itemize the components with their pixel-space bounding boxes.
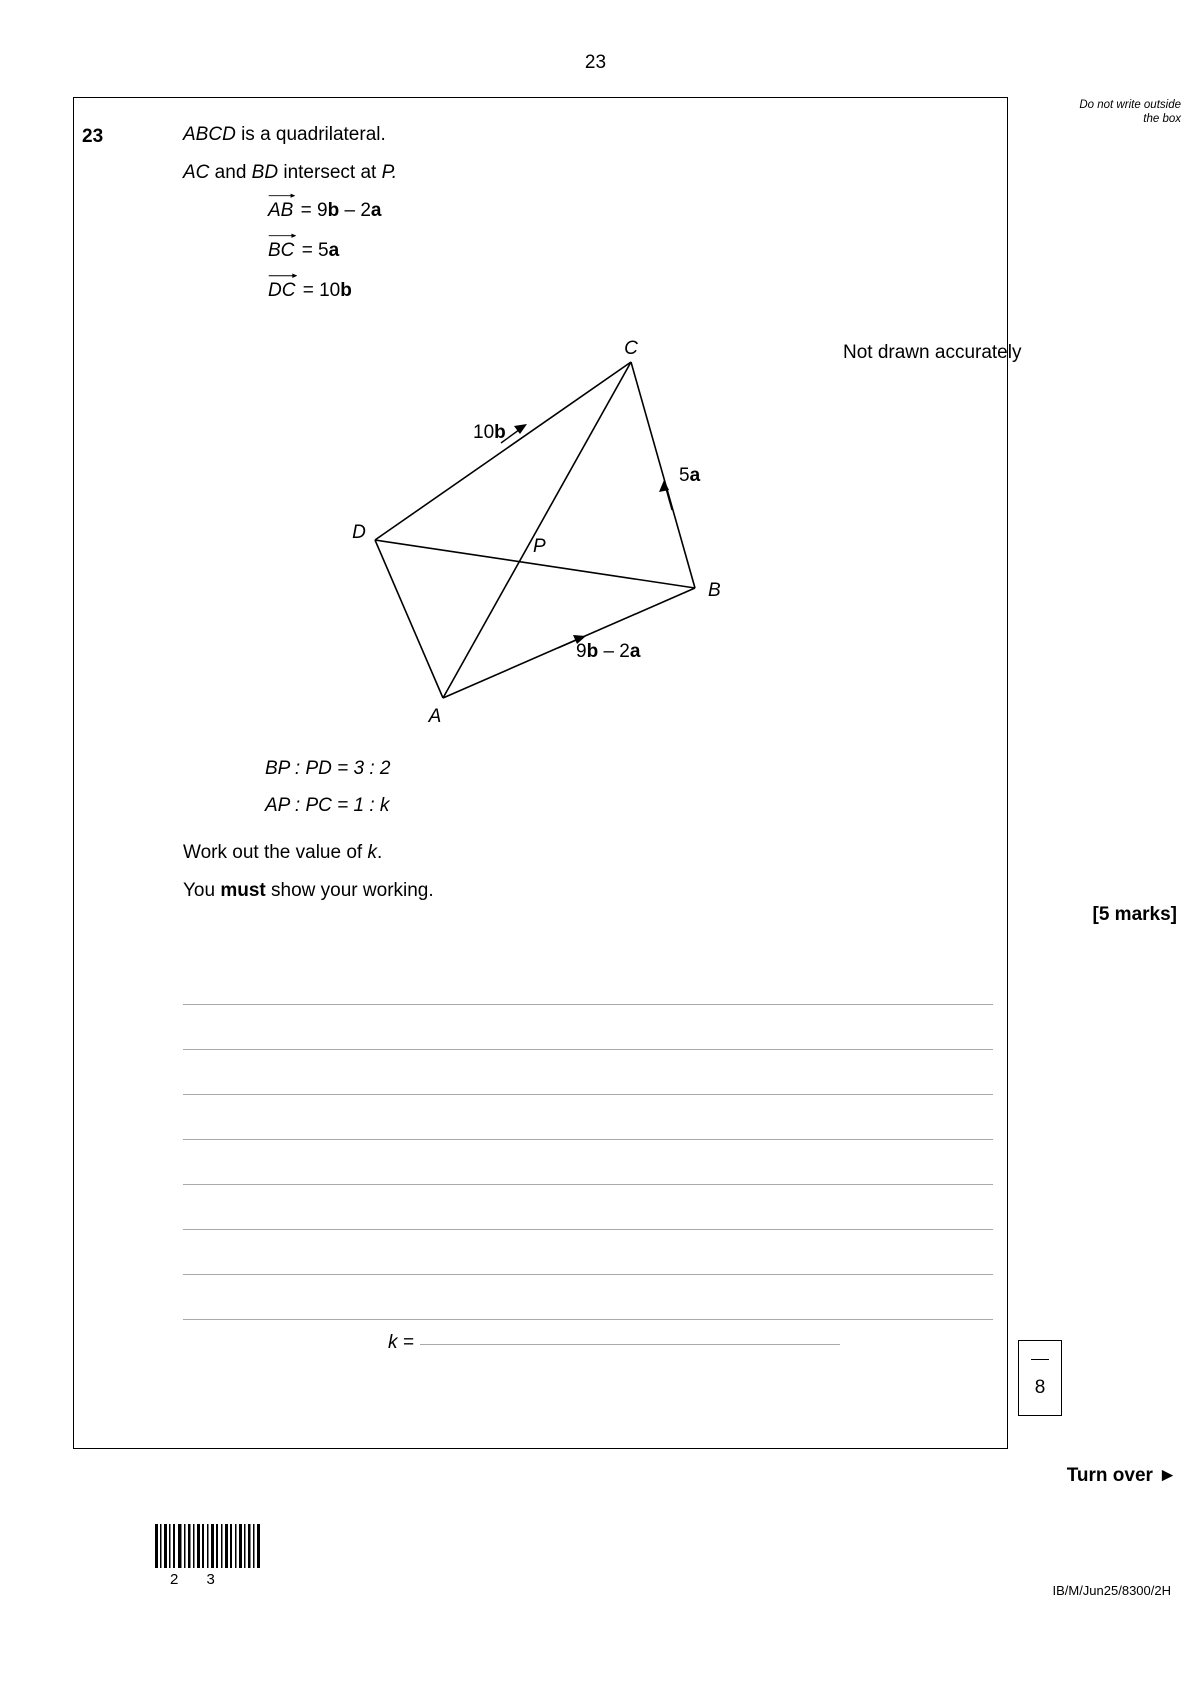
answer-line[interactable] (183, 1095, 993, 1140)
instruction-you: You (183, 880, 221, 901)
diagram-edge-label-ab: 9b – 2a (576, 641, 641, 662)
vector-eq-ab: = 9 (300, 200, 328, 221)
marks-divider (1031, 1359, 1049, 1360)
stem-abcd: ABCD (183, 124, 236, 145)
barcode-number: 2 3 (170, 1571, 227, 1588)
instruction-period: . (376, 842, 383, 863)
vector-eq-bc: = 5 (301, 240, 329, 261)
not-drawn-accurately-note: Not drawn accurately (843, 342, 1022, 363)
page-number: 23 (584, 52, 607, 73)
vector-name-ab: AB (268, 200, 294, 221)
do-not-write-notice: Do not write outside the box (1079, 99, 1181, 126)
vector-eq-dc: = 10 (302, 280, 341, 301)
answer-lines-area[interactable] (183, 960, 993, 1320)
vector-bc-a: a (328, 240, 340, 261)
overarrow-icon (268, 231, 296, 239)
diagram-label-p: P (533, 536, 546, 557)
ratio-bp-pd: BP : PD = 3 : 2 (265, 758, 391, 779)
marks-allocation: [5 marks] (1092, 904, 1177, 925)
diagram-label-a: A (428, 706, 442, 727)
stem-quadrilateral-text: is a quadrilateral. (235, 124, 386, 145)
vector-line-bc (268, 240, 339, 262)
stem-p: P. (381, 162, 398, 183)
diagram-label-b: B (708, 580, 721, 601)
answer-line[interactable] (183, 1005, 993, 1050)
final-answer-input[interactable] (420, 1344, 840, 1345)
question-stem-line-2 (183, 162, 397, 185)
vector-ab-mid: – 2 (339, 200, 371, 221)
stem-ac: AC (183, 162, 210, 183)
overarrow-icon (268, 271, 297, 279)
marks-total: 8 (1034, 1377, 1046, 1398)
diagram-edge-label-bc: 5a (679, 465, 701, 486)
diagram-edge-label-dc: 10b (473, 422, 506, 443)
marks-box (1018, 1340, 1062, 1416)
stem-intersect: intersect at (278, 162, 382, 183)
turn-over-label: Turn over ► (1066, 1465, 1177, 1486)
stem-bd: BD (251, 162, 279, 183)
question-stem-line-1 (183, 124, 386, 147)
answer-line[interactable] (183, 960, 993, 1005)
vector-line-dc (268, 280, 352, 302)
quadrilateral-diagram (183, 330, 823, 730)
answer-line[interactable] (183, 1140, 993, 1185)
answer-line[interactable] (183, 1275, 993, 1320)
question-number: 23 (82, 126, 104, 147)
instruction-k: k (367, 842, 377, 863)
vector-name-bc: BC (268, 240, 295, 261)
answer-line[interactable] (183, 1050, 993, 1095)
stem-and: and (209, 162, 252, 183)
overarrow-icon (268, 191, 295, 199)
instruction-work-out (183, 842, 382, 864)
vector-ab-a: a (370, 200, 382, 221)
vector-symbol-bc (268, 240, 296, 262)
vector-symbol-dc (268, 280, 297, 302)
footer-paper-code: IB/M/Jun25/8300/2H (1052, 1583, 1171, 1598)
instruction-must: must (220, 880, 266, 901)
ratio-ap-pc: AP : PC = 1 : k (265, 795, 390, 816)
diagram-label-c: C (624, 338, 638, 359)
diagram-label-d: D (352, 522, 366, 543)
final-answer-label: k = (388, 1332, 414, 1353)
diagram-svg (183, 330, 823, 730)
barcode (155, 1524, 265, 1568)
vector-ab-b: b (327, 200, 340, 221)
instruction-show-working (183, 880, 434, 902)
answer-line[interactable] (183, 1230, 993, 1275)
instruction-show: show your working. (265, 880, 434, 901)
vector-line-ab (268, 200, 381, 222)
answer-line[interactable] (183, 1185, 993, 1230)
barcode-icon (155, 1524, 265, 1568)
vector-dc-b: b (340, 280, 352, 301)
vector-symbol-ab (268, 200, 295, 222)
vector-name-dc: DC (268, 280, 296, 301)
final-answer-row[interactable] (388, 1332, 840, 1354)
instruction-text-1: Work out the value of (183, 842, 368, 863)
